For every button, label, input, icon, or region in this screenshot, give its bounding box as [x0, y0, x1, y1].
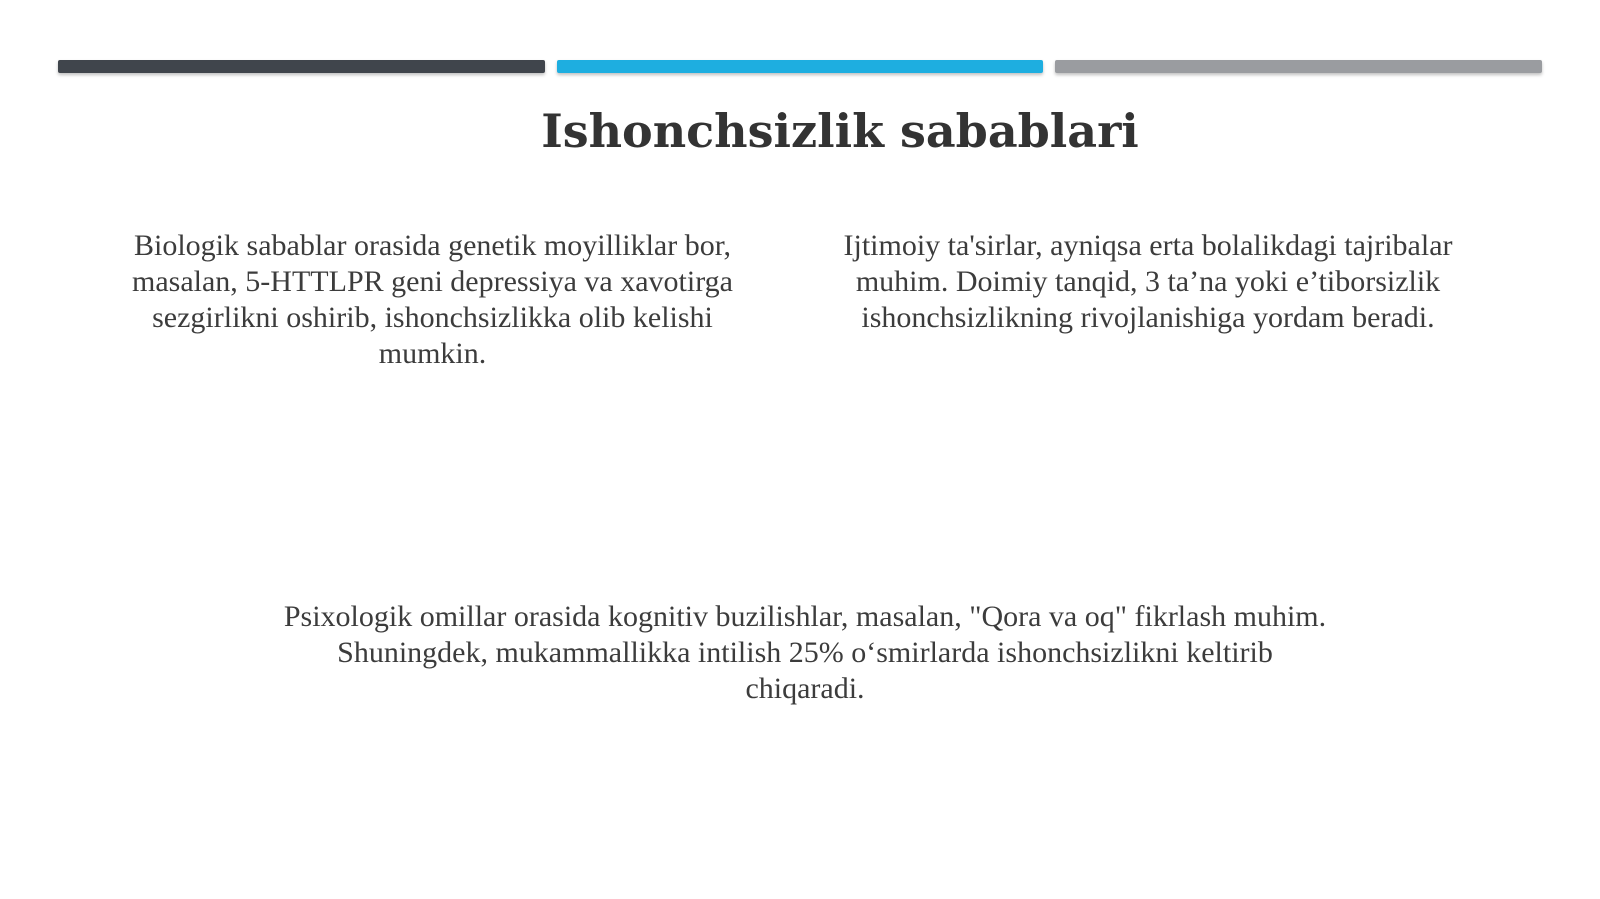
biological-causes-paragraph: Biologik sabablar orasida genetik moyilliklar bor, masalan, 5-HTTLPR geni depressiya va xavotirga sezgirlikni oshirib, ishonchsizlikka olib kelishi mumkin.	[132, 229, 733, 370]
header-bar-dark	[58, 60, 545, 73]
header-bar-accent	[557, 60, 1043, 73]
header-bar-gray	[1055, 60, 1542, 73]
slide-title: Ishonchsizlik sabablari	[541, 104, 1139, 158]
social-influences-paragraph: Ijtimoiy ta'sirlar, ayniqsa erta bolalikdagi tajribalar muhim. Doimiy tanqid, 3 ta’na yoki e’tiborsizlik ishonchsizlikning rivojlanishiga yordam beradi.	[843, 229, 1453, 334]
psychological-factors-paragraph: Psixologik omillar orasida kognitiv buzilishlar, masalan, "Qora va oq" fikrlash muhim. Shuningdek, mukammallikka intilish 25% o‘smirlarda ishonchsizlikni keltirib chiqaradi.	[283, 600, 1327, 705]
